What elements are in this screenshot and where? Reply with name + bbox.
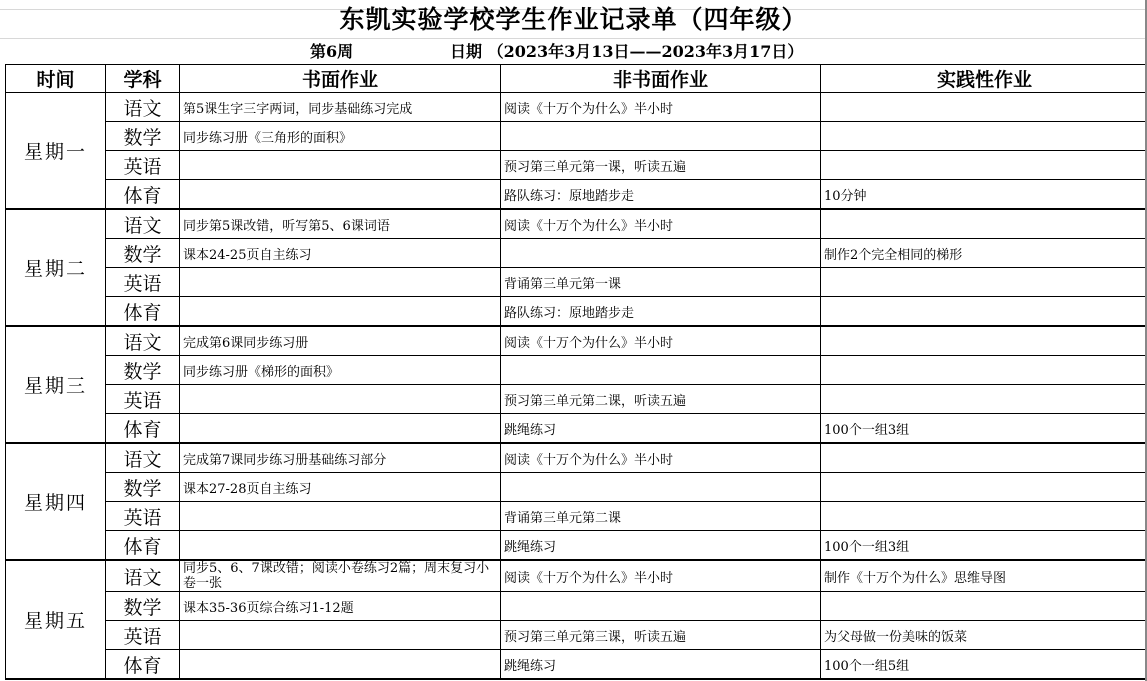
practice-cell[interactable]: 100个一组5组 [821, 650, 1147, 680]
nonwritten-cell[interactable] [501, 122, 821, 151]
subject-cell[interactable]: 体育 [106, 531, 180, 561]
table-body [6, 93, 1147, 680]
practice-cell[interactable] [821, 443, 1147, 473]
nonwritten-cell[interactable]: 预习第三单元第二课，听读五遍 [501, 385, 821, 414]
written-cell[interactable] [180, 502, 501, 531]
subject-cell[interactable]: 数学 [106, 592, 180, 621]
subject-cell[interactable]: 英语 [106, 502, 180, 531]
homework-table [5, 64, 1147, 680]
subject-cell[interactable]: 数学 [106, 473, 180, 502]
written-cell[interactable]: 完成第7课同步练习册基础练习部分 [180, 443, 501, 473]
subject-cell[interactable]: 英语 [106, 268, 180, 297]
practice-cell[interactable] [821, 592, 1147, 621]
written-cell[interactable] [180, 414, 501, 444]
practice-cell[interactable] [821, 151, 1147, 180]
practice-cell[interactable]: 制作2个完全相同的梯形 [821, 239, 1147, 268]
nonwritten-cell[interactable]: 路队练习：原地踏步走 [501, 297, 821, 327]
day-cell[interactable]: 星期四 [6, 443, 106, 560]
nonwritten-cell[interactable]: 背诵第三单元第一课 [501, 268, 821, 297]
table-row [6, 297, 1147, 327]
nonwritten-cell[interactable]: 背诵第三单元第二课 [501, 502, 821, 531]
practice-cell[interactable] [821, 268, 1147, 297]
nonwritten-cell[interactable]: 路队练习：原地踏步走 [501, 180, 821, 210]
subject-cell[interactable]: 语文 [106, 560, 180, 592]
practice-cell[interactable] [821, 502, 1147, 531]
header-time[interactable]: 时间 [6, 65, 106, 93]
header-nonwritten[interactable]: 非书面作业 [501, 65, 821, 93]
header-subject[interactable]: 学科 [106, 65, 180, 93]
nonwritten-cell[interactable]: 预习第三单元第三课，听读五遍 [501, 621, 821, 650]
nonwritten-cell[interactable]: 阅读《十万个为什么》半小时 [501, 326, 821, 356]
nonwritten-cell[interactable] [501, 239, 821, 268]
subject-cell[interactable]: 语文 [106, 209, 180, 239]
nonwritten-cell[interactable]: 跳绳练习 [501, 414, 821, 444]
written-cell[interactable] [180, 268, 501, 297]
practice-cell[interactable] [821, 473, 1147, 502]
practice-cell[interactable] [821, 297, 1147, 327]
table-row [6, 356, 1147, 385]
written-cell[interactable]: 同步5、6、7课改错；阅读小卷练习2篇；周末复习小卷一张 [180, 560, 501, 592]
header-practice[interactable]: 实践性作业 [821, 65, 1147, 93]
table-row [6, 502, 1147, 531]
table-row [6, 650, 1147, 680]
written-cell[interactable]: 第5课生字三字两词，同步基础练习完成 [180, 93, 501, 122]
subject-cell[interactable]: 英语 [106, 385, 180, 414]
header-written[interactable]: 书面作业 [180, 65, 501, 93]
week-label: 第6周 [310, 42, 354, 61]
subject-cell[interactable]: 体育 [106, 650, 180, 680]
subject-cell[interactable]: 数学 [106, 356, 180, 385]
nonwritten-cell[interactable]: 阅读《十万个为什么》半小时 [501, 560, 821, 592]
written-cell[interactable] [180, 650, 501, 680]
subject-cell[interactable]: 语文 [106, 443, 180, 473]
day-cell[interactable]: 星期五 [6, 560, 106, 679]
practice-cell[interactable] [821, 356, 1147, 385]
day-cell[interactable]: 星期二 [6, 209, 106, 326]
written-cell[interactable]: 课本35-36页综合练习1-12题 [180, 592, 501, 621]
practice-cell[interactable] [821, 122, 1147, 151]
subject-cell[interactable]: 数学 [106, 122, 180, 151]
nonwritten-cell[interactable]: 跳绳练习 [501, 650, 821, 680]
table-row [6, 180, 1147, 210]
sheet-title: 东凯实验学校学生作业记录单（四年级） [339, 5, 808, 34]
header-row [6, 65, 1147, 93]
practice-cell[interactable]: 10分钟 [821, 180, 1147, 210]
nonwritten-cell[interactable] [501, 473, 821, 502]
subject-cell[interactable]: 英语 [106, 621, 180, 650]
practice-cell[interactable]: 100个一组3组 [821, 414, 1147, 444]
day-cell[interactable]: 星期一 [6, 93, 106, 210]
table-row [6, 621, 1147, 650]
table-row [6, 93, 1147, 122]
table-row [6, 239, 1147, 268]
written-cell[interactable]: 完成第6课同步练习册 [180, 326, 501, 356]
practice-cell[interactable] [821, 209, 1147, 239]
subject-cell[interactable]: 数学 [106, 239, 180, 268]
nonwritten-cell[interactable] [501, 592, 821, 621]
table-row [6, 560, 1147, 592]
table-row [6, 592, 1147, 621]
practice-cell[interactable]: 为父母做一份美味的饭菜 [821, 621, 1147, 650]
table-row [6, 151, 1147, 180]
subject-cell[interactable]: 英语 [106, 151, 180, 180]
subject-cell[interactable]: 语文 [106, 93, 180, 122]
nonwritten-cell[interactable]: 阅读《十万个为什么》半小时 [501, 209, 821, 239]
table-row [6, 473, 1147, 502]
written-cell[interactable] [180, 151, 501, 180]
written-cell[interactable]: 同步练习册《三角形的面积》 [180, 122, 501, 151]
table-row [6, 443, 1147, 473]
subject-cell[interactable]: 体育 [106, 180, 180, 210]
subject-cell[interactable]: 体育 [106, 297, 180, 327]
table-row [6, 209, 1147, 239]
table-row [6, 122, 1147, 151]
written-cell[interactable] [180, 385, 501, 414]
nonwritten-cell[interactable]: 预习第三单元第一课，听读五遍 [501, 151, 821, 180]
nonwritten-cell[interactable] [501, 356, 821, 385]
table-row [6, 326, 1147, 356]
table-row [6, 531, 1147, 561]
written-cell[interactable]: 同步练习册《梯形的面积》 [180, 356, 501, 385]
nonwritten-cell[interactable]: 阅读《十万个为什么》半小时 [501, 93, 821, 122]
written-cell[interactable]: 课本24-25页自主练习 [180, 239, 501, 268]
practice-cell[interactable]: 100个一组3组 [821, 531, 1147, 561]
written-cell[interactable]: 课本27-28页自主练习 [180, 473, 501, 502]
practice-cell[interactable]: 制作《十万个为什么》思维导图 [821, 560, 1147, 592]
written-cell[interactable] [180, 297, 501, 327]
table-row [6, 385, 1147, 414]
practice-cell[interactable] [821, 326, 1147, 356]
gridline [0, 38, 1147, 39]
subject-cell[interactable]: 语文 [106, 326, 180, 356]
written-cell[interactable] [180, 621, 501, 650]
written-cell[interactable]: 同步第5课改错，听写第5、6课词语 [180, 209, 501, 239]
practice-cell[interactable] [821, 93, 1147, 122]
nonwritten-cell[interactable]: 阅读《十万个为什么》半小时 [501, 443, 821, 473]
subject-cell[interactable]: 体育 [106, 414, 180, 444]
date-range: 日期 （2023年3月13日——2023年3月17日） [450, 42, 804, 61]
practice-cell[interactable] [821, 385, 1147, 414]
written-cell[interactable] [180, 180, 501, 210]
table-row [6, 414, 1147, 444]
day-cell[interactable]: 星期三 [6, 326, 106, 443]
written-cell[interactable] [180, 531, 501, 561]
nonwritten-cell[interactable]: 跳绳练习 [501, 531, 821, 561]
table-row [6, 268, 1147, 297]
